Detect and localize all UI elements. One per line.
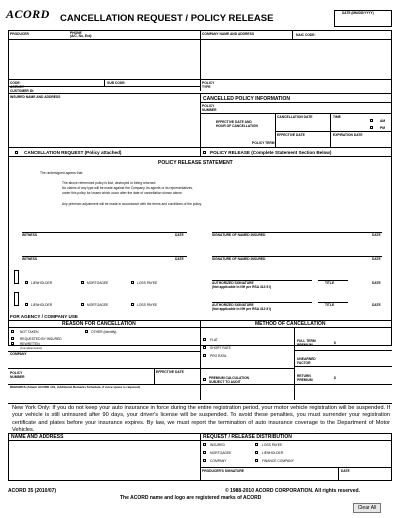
insured-name-address-label: INSURED NAME AND ADDRESS (10, 95, 61, 99)
cancellation-request-label: CANCELLATION REQUEST (Policy attached) (24, 150, 122, 155)
method-heading: METHOD OF CANCELLATION (255, 321, 326, 327)
requested-by-insured-label: REQUESTED BY INSURED (20, 337, 62, 341)
lienholder-name-box-2[interactable] (14, 292, 19, 306)
company-name-address-label: COMPANY NAME AND ADDRESS (202, 32, 255, 36)
dist-finance-company-label: FINANCE COMPANY (262, 459, 294, 463)
witness-label-1: WITNESS (22, 233, 38, 237)
trademark: The ACORD name and logo are registered marks of ACORD (120, 495, 262, 501)
not-taken-label: NOT TAKEN (20, 330, 39, 334)
authorized-date-label-1: DATE (372, 281, 381, 285)
nh-note-1: (Not applicable in NH per RSA 412:5 I) (212, 285, 272, 289)
statement-line-1: The above referenced policy is lost, destroyed or being returned. (62, 181, 157, 185)
full-term-premium-label: FULL TERM PREMIUM (297, 339, 316, 347)
remarks-label: REMARKS (Attach ACORD 101, Additional Remarks Schedule, if more space is required) (10, 385, 140, 389)
producer-field[interactable] (9, 40, 199, 78)
other-label: OTHER (Identify): (91, 330, 118, 334)
dist-company-label: COMPANY (210, 459, 227, 463)
full-term-dollar: $ (334, 341, 336, 345)
premium-calculation-label: PREMIUM CALCULATION SUBJECT TO AUDIT (209, 376, 250, 384)
statement-intro: The undersigned agrees that: (40, 171, 84, 175)
agency-policy-number-label: POLICY NUMBER (10, 371, 25, 379)
other-checkbox[interactable] (85, 330, 88, 333)
distribution-heading: REQUEST / RELEASE DISTRIBUTION (203, 434, 292, 440)
dist-finance-company-checkbox[interactable] (255, 459, 258, 462)
clear-all-button[interactable] (353, 503, 381, 513)
witness-label-2: WITNESS (22, 257, 38, 261)
company-label: COMPANY (10, 352, 27, 356)
producers-signature-label: PRODUCER'S SIGNATURE (202, 469, 244, 473)
distribution-name-address-label: NAME AND ADDRESS (11, 434, 64, 440)
copyright: © 1988-2010 ACORD CORPORATION. All rights reserved. (225, 488, 360, 494)
pro-rata-label: PRO RATA (210, 354, 227, 358)
statement-line-3: under this policy for losses which occur after the date of cancellation shown above. (62, 191, 183, 195)
form-title: CANCELLATION REQUEST / POLICY RELEASE (60, 13, 274, 24)
effective-date-hour-label: EFFECTIVE DATE AND HOUR OF CANCELLATION (216, 120, 258, 128)
statement-line-2: No claims of any type will be made against the Company, its agents or its representatives, (62, 186, 193, 190)
nh-note-2: (Not applicable in NH per RSA 412:5 I) (212, 307, 272, 311)
named-insured-signature-label-2: SIGNATURE OF NAMED INSURED (212, 257, 266, 261)
mortgagee-checkbox-1[interactable] (81, 281, 84, 284)
phone-label: PHONE (70, 31, 82, 35)
distribution-date-label: DATE (341, 469, 350, 473)
dist-lienholder-label: LIENHOLDER (262, 451, 284, 455)
flat-checkbox[interactable] (203, 338, 206, 341)
cancellation-date-label: CANCELLATION DATE (277, 115, 313, 119)
loss-payee-label-1: LOSS PAYEE (137, 281, 158, 285)
dist-mortgagee-label: MORTGAGEE (210, 451, 232, 455)
statement-line-4: Any premium adjustment will be made in accordance with the terms and conditions of the policy. (62, 202, 202, 206)
authorized-signature-label-1: AUTHORIZED SIGNATURE (212, 281, 254, 285)
form-id: ACORD 35 (2010/07) (8, 488, 57, 494)
premium-calculation-checkbox[interactable] (203, 378, 206, 381)
title-label-1: TITLE (325, 281, 335, 285)
witness-date-label-1: DATE (175, 233, 184, 237)
dist-loss-payee-label: LOSS PAYEE (262, 443, 283, 447)
lienholder-checkbox-1[interactable] (25, 281, 28, 284)
title-label-2: TITLE (325, 303, 335, 307)
code-label: CODE: (10, 81, 21, 85)
pm-label: PM (380, 126, 385, 130)
dist-company-checkbox[interactable] (203, 459, 206, 462)
cancellation-request-checkbox[interactable] (15, 151, 18, 154)
authorized-signature-label-2: AUTHORIZED SIGNATURE (212, 303, 254, 307)
agency-use-heading: FOR AGENCY / COMPANY USE (10, 314, 78, 319)
named-insured-date-label-1: DATE (372, 233, 381, 237)
named-insured-signature-label-1: SIGNATURE OF NAMED INSURED (212, 233, 266, 237)
loss-payee-label-2: LOSS PAYEE (137, 303, 158, 307)
ny-notice: New York Only: If you do not keep your auto insurance in force during the entire registration period, your motor vehicle registration will be suspended. If your vehicle is still uninsured after 90 days, your driver's license will be suspended. To avoid these penalties, you must surrender your registration certificate and plates before your insurance expires. By law, we must report the termination of auto insurance coverage to the Department of Motor Vehicles. (12, 405, 390, 434)
policy-release-checkbox[interactable] (203, 151, 206, 154)
lienholder-label-2: LIENHOLDER (31, 303, 53, 307)
rewritten-label: REWRITTEN (20, 342, 40, 346)
time-label: TIME (333, 115, 341, 119)
reason-heading: REASON FOR CANCELLATION (62, 321, 136, 327)
mortgagee-label-2: MORTGAGEE (87, 303, 109, 307)
named-insured-date-label-2: DATE (372, 257, 381, 261)
authorized-date-label-2: DATE (372, 303, 381, 307)
pro-rata-checkbox[interactable] (203, 354, 206, 357)
pm-checkbox[interactable] (370, 126, 373, 129)
return-premium-label: RETURN PREMIUM (297, 374, 313, 382)
mortgagee-checkbox-2[interactable] (81, 303, 84, 306)
policy-term-label: POLICY TERM (252, 141, 275, 145)
remarks-field[interactable] (9, 390, 391, 402)
lienholder-name-box-1[interactable] (14, 270, 19, 284)
am-checkbox[interactable] (370, 119, 373, 122)
dist-loss-payee-checkbox[interactable] (255, 443, 258, 446)
requested-by-insured-checkbox[interactable] (11, 337, 14, 340)
dist-insured-checkbox[interactable] (203, 443, 206, 446)
naic-code-label: NAIC CODE: (296, 33, 316, 37)
mortgagee-label-1: MORTGAGEE (87, 281, 109, 285)
agency-effective-date-label: EFFECTIVE DATE (156, 370, 184, 374)
effective-date-label: EFFECTIVE DATE (277, 133, 305, 137)
dist-insured-label: INSURED (210, 443, 225, 447)
distribution-address-field[interactable] (9, 441, 199, 480)
insured-field[interactable] (9, 100, 199, 146)
policy-release-statement-title: POLICY RELEASE STATEMENT (158, 160, 233, 166)
dist-lienholder-checkbox[interactable] (255, 451, 258, 454)
loss-payee-checkbox-2[interactable] (131, 303, 134, 306)
witness-date-label-2: DATE (175, 257, 184, 261)
policy-release-label: POLICY RELEASE (Complete Statement Section Below) (210, 150, 332, 155)
phone-sub-label: (A/C, No, Ext): (70, 34, 93, 38)
policy-type-label: POLICY TYPE (202, 81, 215, 89)
clear-all-label: Clear All (357, 505, 377, 511)
not-taken-checkbox[interactable] (11, 330, 14, 333)
company-field[interactable] (201, 40, 391, 78)
cancelled-policy-heading: CANCELLED POLICY INFORMATION (203, 96, 291, 102)
agency-customer-id-label: AGENCY CUSTOMER ID: (10, 85, 35, 93)
cancelled-policy-number-label: POLICY NUMBER (202, 104, 217, 112)
am-label: AM (380, 119, 386, 123)
lienholder-label-1: LIENHOLDER (31, 281, 53, 285)
flat-label: FLAT (210, 338, 218, 342)
date-label: DATE (MM/DD/YYYY) (342, 11, 374, 15)
acord-logo (6, 5, 50, 23)
complete-below-label: (Complete below) (20, 346, 42, 350)
loss-payee-checkbox-1[interactable] (131, 281, 134, 284)
expiration-date-label: EXPIRATION DATE (333, 133, 363, 137)
short-rate-label: SHORT RATE (210, 346, 231, 350)
unearned-factor-label: UNEARNED FACTOR (297, 357, 316, 365)
return-premium-dollar: $ (334, 376, 336, 380)
sub-code-label: SUB CODE: (107, 81, 126, 85)
acord-logo-text: ACORD (6, 7, 50, 21)
lienholder-checkbox-2[interactable] (25, 303, 28, 306)
producer-label: PRODUCER (10, 32, 29, 36)
rewritten-checkbox[interactable] (11, 342, 14, 345)
short-rate-checkbox[interactable] (203, 346, 206, 349)
dist-mortgagee-checkbox[interactable] (203, 451, 206, 454)
